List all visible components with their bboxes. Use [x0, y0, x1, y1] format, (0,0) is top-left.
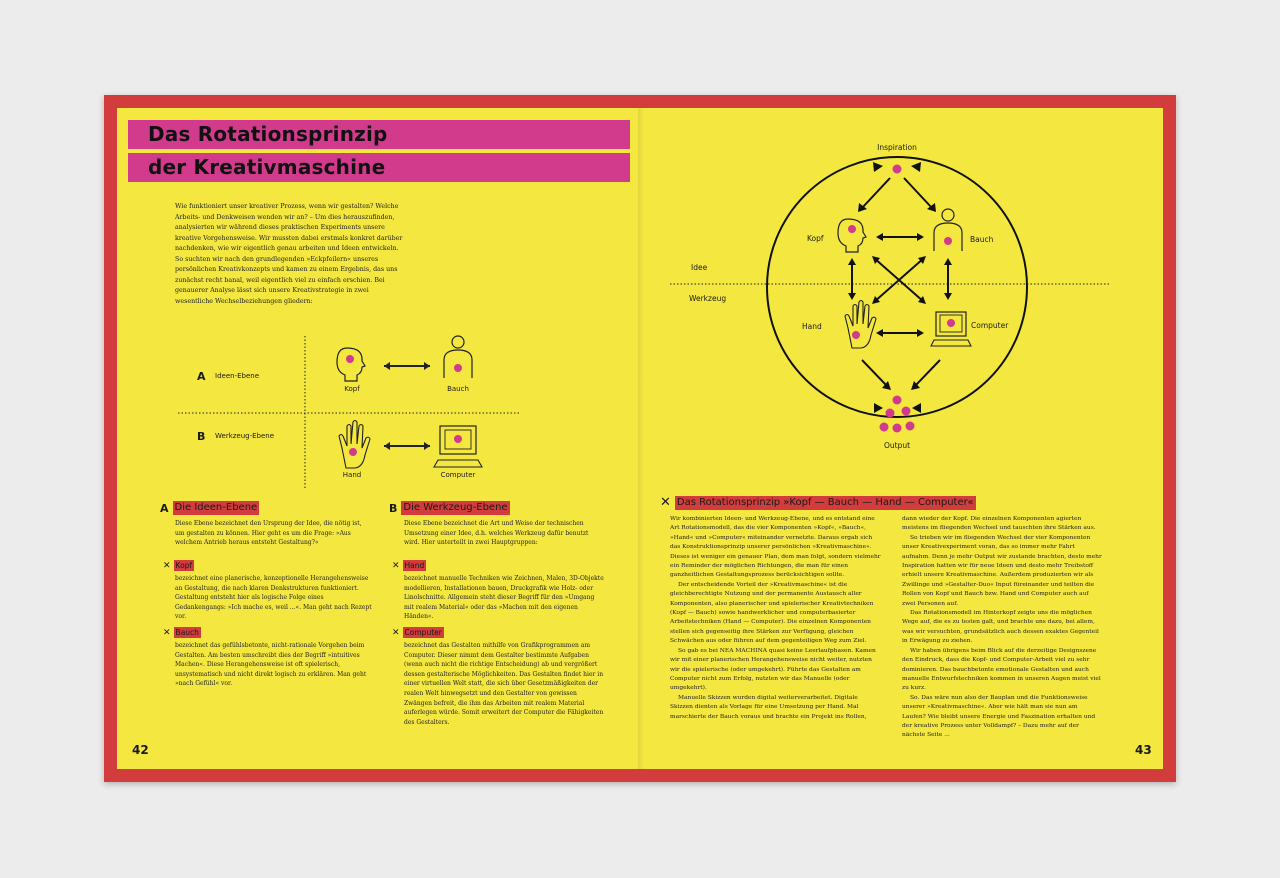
x-icon: ✕ [660, 495, 671, 510]
level-b-label: Werkzeug-Ebene [215, 432, 275, 440]
idee-label: Idee [691, 263, 708, 272]
inspiration-label: Inspiration [877, 143, 917, 152]
computer-subheading: ✕ Computer [392, 627, 442, 638]
bauch-text: bezeichnet das gefühlsbetonte, nicht-rationale Vorgehen beim Gestalten. Am besten umschreibt dies der Begriff »intuitives Machen«. Diese Herangehensweise ist oft spielerisch, unsystematisch und nicht direkt logisch zu erklären. Man geht »nach Gefühl« vor. [175, 642, 367, 688]
level-a-letter: A [197, 370, 206, 383]
page-title-line2: der Kreativmaschine [148, 155, 386, 179]
computer-label: Computer [440, 471, 476, 479]
page-number-right: 43 [1135, 743, 1152, 757]
title-bar-2 [128, 153, 630, 182]
page-title-line1: Das Rotationsprinzip [148, 122, 388, 146]
left-page [117, 108, 640, 769]
computer-text: bezeichnet das Gestalten mithilfe von Grafikprogrammen am Computer. Dieser nimmt dem Gestalter bestimmte Aufgaben (wenn auch nicht die richtige Entscheidung) ab und vergrößert dessen gestalterische Möglichkeiten. Das Gestalten findet hier in einer virtuellen Welt statt, die sich über Gesetzmäßigkeiten der realen Welt hinwegsetzt und den Gestalter von gewissen Zwängen befreit, die ihm das Arbeiten mit realem Material auferlegen würde. Somit erweitert der Computer die Fähigkeiten des Gestalters. [404, 642, 604, 726]
section-b-heading: B Die Werkzeug-Ebene [389, 501, 508, 515]
output-label: Output [883, 441, 911, 450]
x-icon: ✕ [163, 627, 171, 638]
hand-icon [845, 301, 876, 349]
head-icon [838, 219, 866, 252]
hand-subheading: ✕ Hand [392, 560, 425, 571]
x-icon: ✕ [392, 560, 400, 571]
werkzeug-label: Werkzeug [689, 294, 727, 303]
page-number-left: 42 [132, 743, 149, 757]
right-page [640, 108, 1163, 769]
intro-text: Wie funktioniert unser kreativer Prozess, wenn wir gestalten? Welche Arbeits- und Denkweisen wenden wir an? – Um dies herauszufinden, analysierten wir während dieses praktischen Experiments unsere kreative Vorgehensweise. Wir mussten dabei erstmals konkret darüber nachdenken, wie wir eigentlich genau arbeiten und Ideen entwickeln. So suchten wir nach den grundlegenden »Eckpfeilern« unseres persönlichen Kreativkonzepts und kamen zu einem Ergebnis, das uns zunächst recht banal, weil eigentlich viel zu einfach erschien. Bei genauerer Analyse lässt sich unsere Kreativstrategie in zwei wesentliche Wechselbeziehungen gliedern: [175, 203, 403, 305]
text-column-2: dann wieder der Kopf. Die einzelnen Komponenten agierten meistens im fliegenden Wechsel und tauschten ihre Stärken aus. So trieben wir im fliegenden Wechsel der vier Komponenten unser Kreativexperiment voran, das so immer mehr Fahrt aufnahm. Denn je mehr Output wir zustande brachten, desto mehr Inspiration hatten wir für neue Ideen und desto mehr Treibstoff erhielt unsere Kreativmaschine. Außerdem produzierten wir als Zwillinge und »Gestalter-Duo« Input füreinander und teilten die Rollen von Kopf und Bauch bzw. Hand und Computer auch auf zwei Personen auf. Das Rotationsmodell im Hinterkopf zeigte uns die möglichen Wege auf, die es zu testen galt, und brachte uns dazu, bei allem, was wir versuchten, grundsätzlich auch dessen exaktes Gegenteil in Erwägung zu ziehen. Wir haben übrigens beim Blick auf die derzeitige Designszene den Eindruck, dass die Kopf- und Computer-Arbeit viel zu sehr dominieren. Das bauchbetonte emotionale Gestalten und auch manuelle Entwurfstechniken kommen in unseren Augen meist viel zu kurz. So. Das wäre nun also der Bauplan und die Funktionsweise unserer »Kreativmaschine«. Aber wie hält man sie nun am Laufen? Wie bleibt unsere Energie und Faszination erhalten und der kreative Prozess unter Volldampf? – Dazu mehr auf der nächste Seite ... [902, 516, 1102, 739]
section-a-heading: A Die Ideen-Ebene [160, 501, 258, 515]
bauch-label: Bauch [970, 235, 994, 244]
x-icon: ✕ [392, 627, 400, 638]
rotation-section-heading: ✕ Das Rotationsprinzip »Kopf — Bauch — Hand — Computer« [660, 495, 974, 510]
gutter-shadow [638, 108, 644, 769]
section-b-text: Diese Ebene bezeichnet die Art und Weise der technischen Umsetzung einer Idee, d.h. welches Werkzeug dafür benutzt wird. Hier unterteilt in zwei Hauptgruppen: [404, 520, 589, 547]
level-b-letter: B [197, 430, 206, 443]
x-icon: ✕ [163, 560, 171, 571]
kopf-label: Kopf [344, 385, 360, 393]
computer-icon [434, 426, 482, 467]
hand-label: Hand [342, 471, 362, 479]
book-spread [104, 95, 1176, 782]
level-a-label: Ideen-Ebene [215, 372, 259, 380]
title-bar-1 [128, 120, 630, 149]
body-icon [934, 209, 962, 251]
computer-label: Computer [971, 321, 1009, 330]
bauch-subheading: ✕ Bauch [163, 627, 199, 638]
text-column-1: Wir kombinierten Ideen- und Werkzeug-Ebene, und es entstand eine Art Rotationsmodell, das die vier Komponenten »Kopf«, »Bauch«, »Hand« und »Computer« miteinander vernetzte. Daraus ergab sich das Konstruktionsprinzip unserer persönlichen »Kreativmaschine«. Dieses ist weniger ein genauer Plan, dem man folgt, sondern vielmehr ein Reminder der möglichen Richtungen, die man für einen ganzheitlichen Gestaltungsprozess berücksichtigen sollte. Der entscheidende Vorteil der »Kreativmaschine« ist die gleichberechtigte Nutzung und der permanente Austausch aller Komponenten, also planerischer und spielerischer Kreativtechniken (Kopf — Bauch) sowie handwerklicher und computerbasierter Arbeitstechniken (Hand — Computer). Die einzelnen Komponenten stellen sich gegenseitig ihre Stärken zur Verfügung, gleichen Schwächen aus oder führen auf dem gegenteiligen Weg zum Ziel. So gab es bei NEA MACHINA quasi keine Leerlaufphasen. Kamen wir mit einer planerischen Herangehensweise nicht weiter, nutzten wir die spielerische (oder umgekehrt). Führte das Gestalten am Computer nicht zum Erfolg, nutzten wir das Manuelle (oder umgekehrt). Manuelle Skizzen wurden digital weiterverarbeitet. Digitale Skizzen dienten als Vorlage für eine Umsetzung per Hand. Mal marschierte der Bauch voraus und brachte ein Projekt ins Rollen, [670, 516, 881, 720]
body-icon [444, 336, 472, 378]
hand-text: bezeichnet manuelle Techniken wie Zeichnen, Malen, 3D-Objekte modellieren, Installationen bauen, Druckgrafik wie Holz- oder Linolschnitte. Allgemein steht dieser Begriff für den »Umgang mit realem Material« oder das »Machen mit den eigenen Händen«. [404, 575, 604, 621]
head-icon [337, 348, 365, 381]
rotation-diagram [640, 108, 1163, 438]
bauch-label: Bauch [447, 385, 469, 393]
hand-icon [339, 421, 370, 469]
kopf-label: Kopf [807, 234, 824, 243]
levels-diagram-lines [172, 328, 524, 488]
hand-label: Hand [802, 322, 822, 331]
kopf-text: bezeichnet eine planerische, konzeptionelle Herangehensweise an Gestaltung, die nach klaren Denkstrukturen funktioniert. Gestaltung entsteht hier als logische Folge eines Gedankengangs: »Ich mache es, weil ...«. Man geht nach Rezept vor. [175, 575, 372, 621]
kopf-subheading: ✕ Kopf [163, 560, 193, 571]
levels-diagram [172, 328, 524, 488]
section-a-text: Diese Ebene bezeichnet den Ursprung der Idee, die nötig ist, um gestalten zu können. Hier geht es um die Frage: »Aus welchem Antrieb heraus entsteht Gestaltung?« [175, 520, 362, 547]
computer-icon [931, 312, 971, 346]
